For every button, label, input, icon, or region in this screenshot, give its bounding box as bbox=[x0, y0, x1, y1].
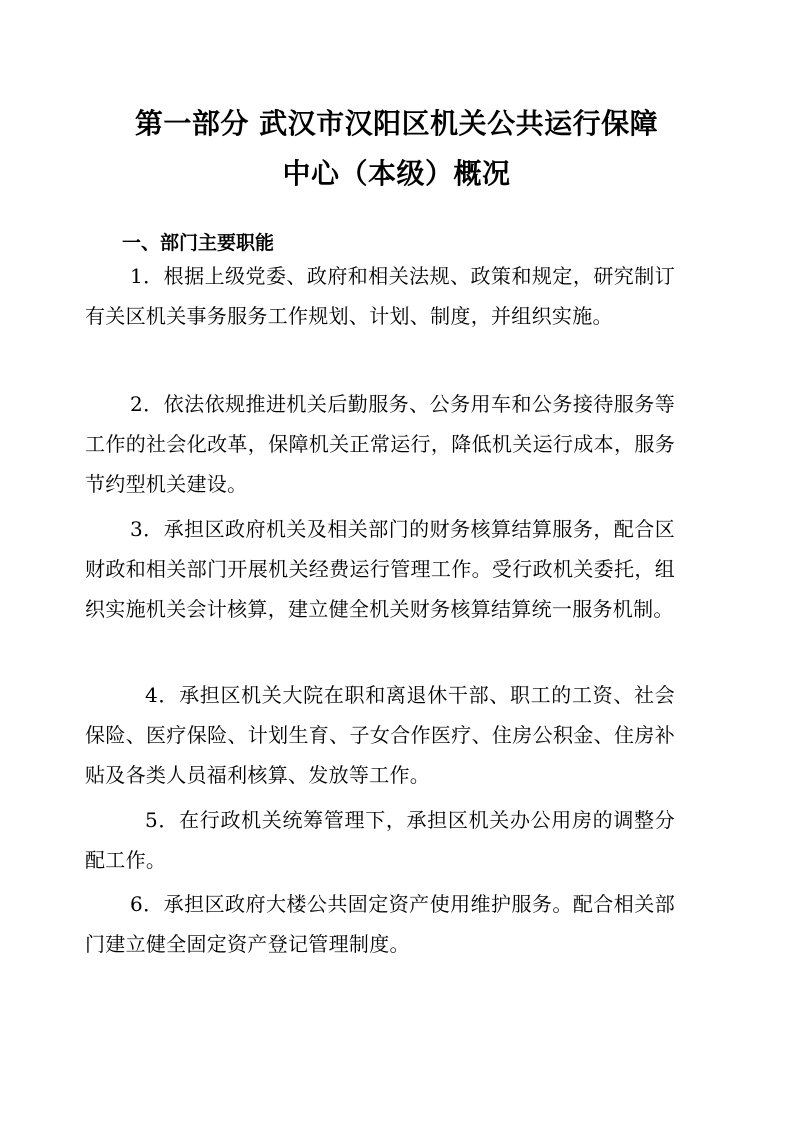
duty-paragraph-1: 1．根据上级党委、政府和相关法规、政策和规定，研究制订有关区机关事务服务工作规划、计划、制度，并组织实施。 bbox=[85, 264, 675, 328]
duty-paragraph-3: 3．承担区政府机关及相关部门的财务核算结算服务，配合区财政和相关部门开展机关经费运行管理工作。受行政机关委托，组织实施机关会计核算，建立健全机关财务核算结算统一服务机制。 bbox=[85, 517, 675, 621]
page-title-line-1: 第一部分 武汉市汉阳区机关公共运行保障 bbox=[134, 107, 659, 140]
duty-paragraph-5: 5．在行政机关统筹管理下，承担区机关办公用房的调整分配工作。 bbox=[85, 808, 675, 872]
duty-paragraph-4: 4．承担区机关大院在职和离退休干部、职工的工资、社会保险、医疗保险、计划生育、子女合作医疗、住房公积金、住房补贴及各类人员福利核算、发放等工作。 bbox=[85, 683, 675, 787]
duty-paragraph-6: 6．承担区政府大楼公共固定资产使用维护服务。配合相关部门建立健全固定资产登记管理制度。 bbox=[85, 892, 675, 956]
page-title-line-2: 中心（本级）概况 bbox=[282, 157, 511, 190]
section-heading: 一、部门主要职能 bbox=[122, 232, 275, 254]
duty-paragraph-2: 2．依法依规推进机关后勤服务、公务用车和公务接待服务等工作的社会化改革，保障机关正常运行，降低机关运行成本，服务节约型机关建设。 bbox=[85, 392, 675, 496]
